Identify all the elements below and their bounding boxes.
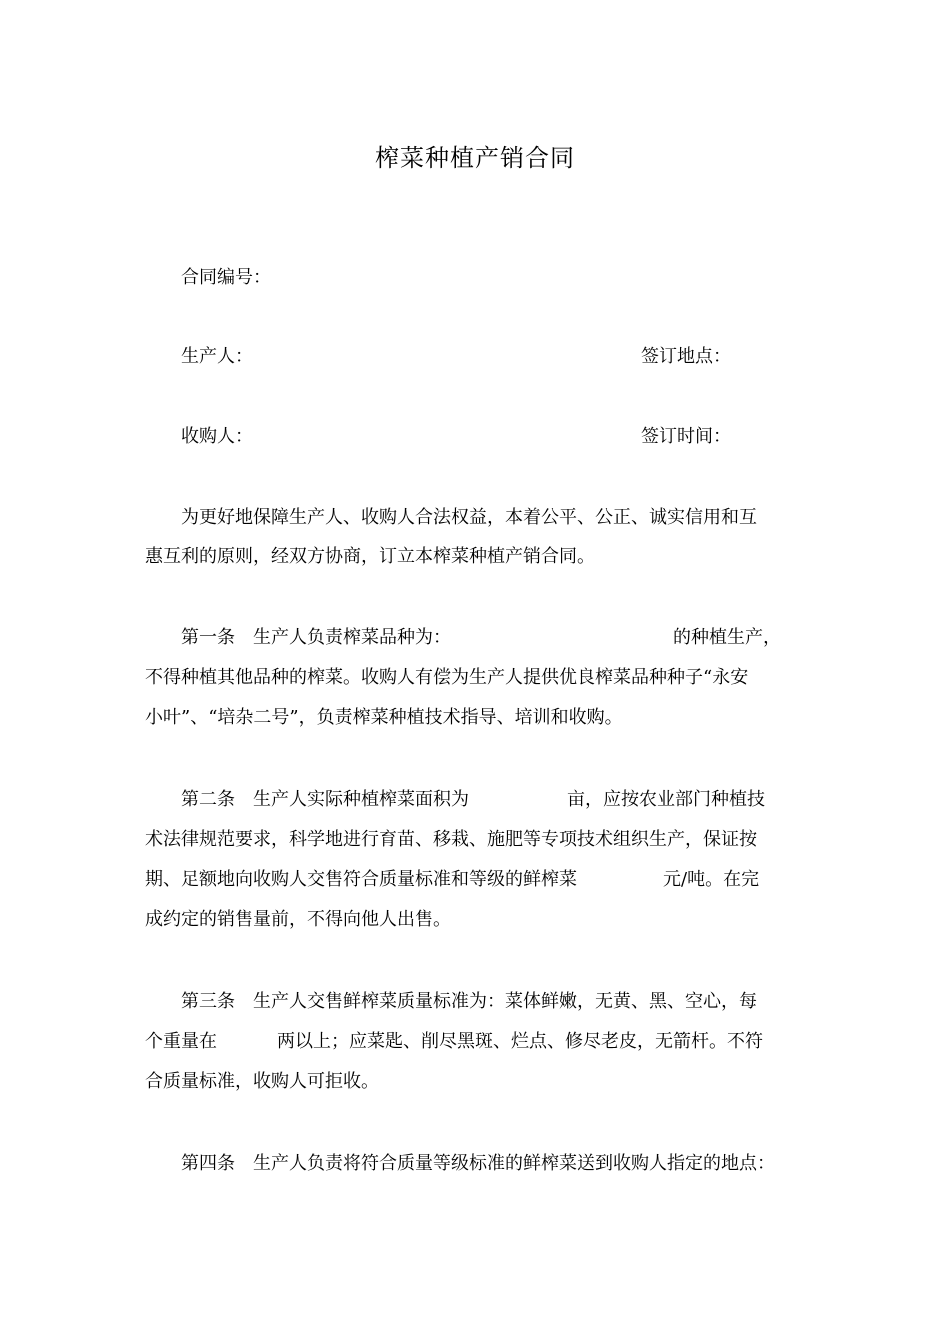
sign-place-label: 签订地点： bbox=[641, 346, 731, 367]
article-1-line-1 bbox=[145, 626, 805, 650]
article-1-line-3: 小叶”、“培杂二号”，负责榨菜种植技术指导、培训和收购。 bbox=[145, 707, 623, 728]
article-3-text-a: 第三条 生产人交售鲜榨菜质量标准为：菜体鲜嫩，无黄、黑、空心，每 bbox=[181, 991, 757, 1012]
article-1-text-b: 的种植生产， bbox=[673, 627, 781, 648]
preamble-line-1: 为更好地保障生产人、收购人合法权益，本着公平、公正、诚实信用和互 bbox=[181, 507, 757, 528]
article-2-text-c: 期、足额地向收购人交售符合质量标准和等级的鲜榨菜 bbox=[145, 869, 577, 890]
article-2-line-4: 成约定的销售量前，不得向他人出售。 bbox=[145, 909, 451, 930]
contract-number-label: 合同编号： bbox=[181, 267, 271, 288]
producer-label: 生产人： bbox=[181, 346, 253, 367]
document-title: 榨菜种植产销合同 bbox=[375, 144, 575, 172]
article-2-line-3 bbox=[145, 868, 805, 892]
article-3-line-3: 合质量标准，收购人可拒收。 bbox=[145, 1071, 379, 1092]
article-3-text-b: 个重量在 bbox=[145, 1031, 217, 1052]
sign-time-label: 签订时间： bbox=[641, 426, 731, 447]
preamble-paragraph bbox=[145, 506, 805, 530]
preamble-line-2: 惠互利的原则，经双方协商，订立本榨菜种植产销合同。 bbox=[145, 546, 595, 567]
article-4-text-a: 第四条 生产人负责将符合质量等级标准的鲜榨菜送到收购人指定的地点： bbox=[181, 1153, 775, 1174]
article-2-text-d: 元/吨。在完 bbox=[663, 869, 760, 890]
article-4-line-1 bbox=[145, 1152, 805, 1176]
article-2-line-2: 术法律规范要求，科学地进行育苗、移栽、施肥等专项技术组织生产，保证按 bbox=[145, 829, 757, 850]
buyer-label: 收购人： bbox=[181, 426, 253, 447]
article-3-line-1 bbox=[145, 990, 805, 1014]
article-1-text-a: 第一条 生产人负责榨菜品种为： bbox=[181, 627, 451, 648]
article-3-line-2 bbox=[145, 1030, 805, 1054]
article-3-text-c: 两以上；应菜匙、削尽黑斑、烂点、修尽老皮，无箭杆。不符 bbox=[277, 1031, 763, 1052]
article-2-line-1 bbox=[145, 788, 805, 812]
article-1-line-2: 不得种植其他品种的榨菜。收购人有偿为生产人提供优良榨菜品种种子“永安 bbox=[145, 667, 749, 688]
article-2-text-a: 第二条 生产人实际种植榨菜面积为 bbox=[181, 789, 469, 810]
article-2-text-b: 亩，应按农业部门种植技 bbox=[567, 789, 765, 810]
